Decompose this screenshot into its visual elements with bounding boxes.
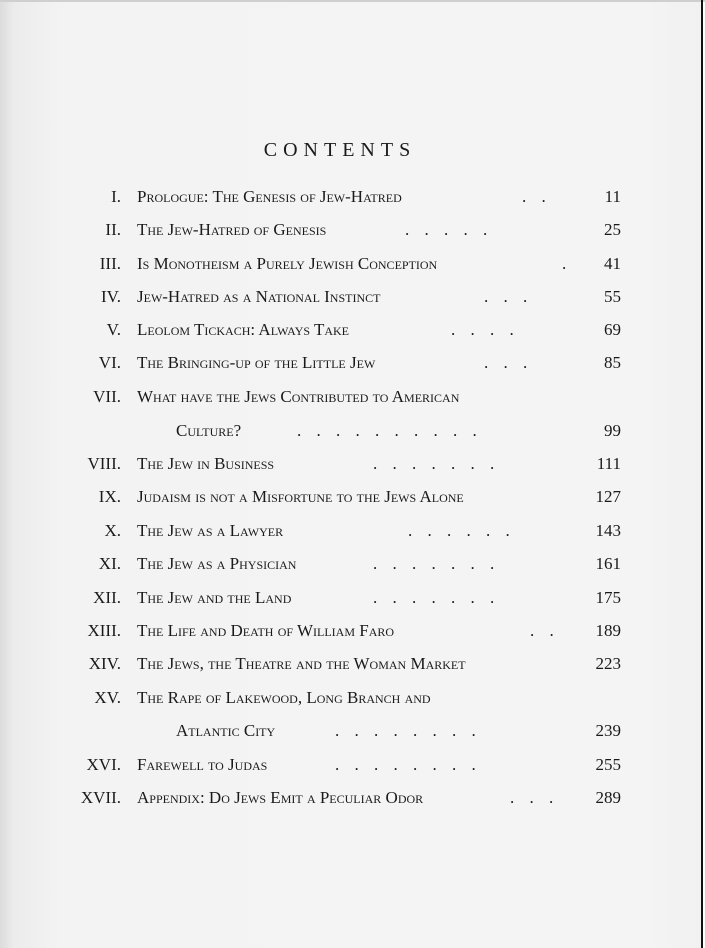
chapter-number: VI. xyxy=(98,353,121,372)
dot-leader: . . . . . . . xyxy=(373,588,496,607)
toc-entry-4 xyxy=(0,284,705,310)
chapter-title: The Life and Death of William Faro xyxy=(137,621,395,640)
dot-leader: . . xyxy=(530,621,555,640)
chapter-number: XVII. xyxy=(80,788,121,807)
contents-heading: CONTENTS xyxy=(263,139,417,161)
toc-entry-9 xyxy=(0,484,705,510)
toc-entry-15 xyxy=(0,685,705,711)
chapter-number: XVI. xyxy=(86,755,121,774)
toc-entry-11 xyxy=(0,551,705,577)
page-number: 289 xyxy=(595,788,621,807)
chapter-title: The Jew as a Physician xyxy=(137,554,297,573)
chapter-number: IX. xyxy=(98,487,121,506)
page-number: 189 xyxy=(595,621,621,640)
chapter-number: XIV. xyxy=(88,654,121,673)
chapter-title: Is Monotheism a Purely Jewish Conception xyxy=(137,254,438,273)
dot-leader: . . . xyxy=(484,353,529,372)
chapter-number: I. xyxy=(111,187,121,206)
dot-leader: . . . . . xyxy=(405,220,489,239)
dot-leader: . . . . xyxy=(451,320,515,339)
dot-leader: . . . . . . . . xyxy=(335,721,477,740)
page-number: 41 xyxy=(604,254,621,273)
chapter-number: II. xyxy=(105,220,121,239)
toc-entry-10 xyxy=(0,518,705,544)
chapter-title: The Jew-Hatred of Genesis xyxy=(137,220,327,239)
toc-entry-1 xyxy=(0,184,705,210)
page-number: 223 xyxy=(595,654,621,673)
toc-entry-6 xyxy=(0,350,705,376)
chapter-title: Jew-Hatred as a National Instinct xyxy=(137,287,381,306)
page-number: 143 xyxy=(595,521,621,540)
toc-entry-12 xyxy=(0,585,705,611)
chapter-title: Farewell to Judas xyxy=(137,755,268,774)
page-number: 255 xyxy=(595,755,621,774)
chapter-number: III. xyxy=(99,254,121,273)
toc-entry-17 xyxy=(0,785,705,811)
page-number: 239 xyxy=(595,721,621,740)
chapter-number: XII. xyxy=(93,588,121,607)
chapter-number: VII. xyxy=(93,387,121,406)
dot-leader: . . . xyxy=(510,788,555,807)
chapter-title: The Jew and the Land xyxy=(137,588,292,607)
toc-entry-3 xyxy=(0,251,705,277)
chapter-number: VIII. xyxy=(87,454,121,473)
toc-entry-5 xyxy=(0,317,705,343)
page-number: 175 xyxy=(595,588,621,607)
chapter-number: V. xyxy=(106,320,121,339)
chapter-title: The Rape of Lakewood, Long Branch and xyxy=(137,688,431,707)
dot-leader: . . xyxy=(522,187,547,206)
page-number: 111 xyxy=(596,454,621,473)
page-number: 99 xyxy=(604,421,621,440)
chapter-title-continued: Atlantic City xyxy=(176,721,276,740)
chapter-number: IV. xyxy=(101,287,121,306)
page-number: 127 xyxy=(595,487,621,506)
dot-leader: . . . . . . . xyxy=(373,554,496,573)
toc-entry-14 xyxy=(0,651,705,677)
chapter-title: The Jew as a Lawyer xyxy=(137,521,284,540)
page-number: 161 xyxy=(595,554,621,573)
dot-leader: . . . . . . . . xyxy=(335,755,477,774)
chapter-title: The Jews, the Theatre and the Woman Market xyxy=(137,654,466,673)
toc-entry-8 xyxy=(0,451,705,477)
toc-entry-13 xyxy=(0,618,705,644)
chapter-title-continued: Culture? xyxy=(176,421,242,440)
chapter-title: Judaism is not a Misfortune to the Jews Alone xyxy=(137,487,464,506)
toc-entry-2 xyxy=(0,217,705,243)
dot-leader: . . . . . . . . . . xyxy=(297,421,478,440)
toc-entry-15-continued xyxy=(0,718,705,744)
page-top-edge xyxy=(0,0,705,2)
chapter-number: X. xyxy=(104,521,121,540)
toc-entry-7 xyxy=(0,384,705,410)
dot-leader: . . . . . . xyxy=(408,521,511,540)
chapter-number: XV. xyxy=(94,688,121,707)
page-number: 85 xyxy=(604,353,621,372)
toc-entry-16 xyxy=(0,752,705,778)
chapter-title: Appendix: Do Jews Emit a Peculiar Odor xyxy=(137,788,424,807)
dot-leader: . . . . . . . xyxy=(373,454,496,473)
chapter-title: Leolom Tickach: Always Take xyxy=(137,320,350,339)
chapter-number: XIII. xyxy=(87,621,121,640)
dot-leader: . . . xyxy=(484,287,529,306)
dot-leader: . xyxy=(562,254,568,273)
chapter-title: The Jew in Business xyxy=(137,454,275,473)
toc-entry-7-continued xyxy=(0,418,705,444)
chapter-title: What have the Jews Contributed to American xyxy=(137,387,460,406)
page-number: 11 xyxy=(604,187,621,206)
chapter-number: XI. xyxy=(98,554,121,573)
page-number: 69 xyxy=(604,320,621,339)
chapter-title: Prologue: The Genesis of Jew-Hatred xyxy=(137,187,402,206)
page-number: 55 xyxy=(604,287,621,306)
page-number: 25 xyxy=(604,220,621,239)
chapter-title: The Bringing-up of the Little Jew xyxy=(137,353,376,372)
